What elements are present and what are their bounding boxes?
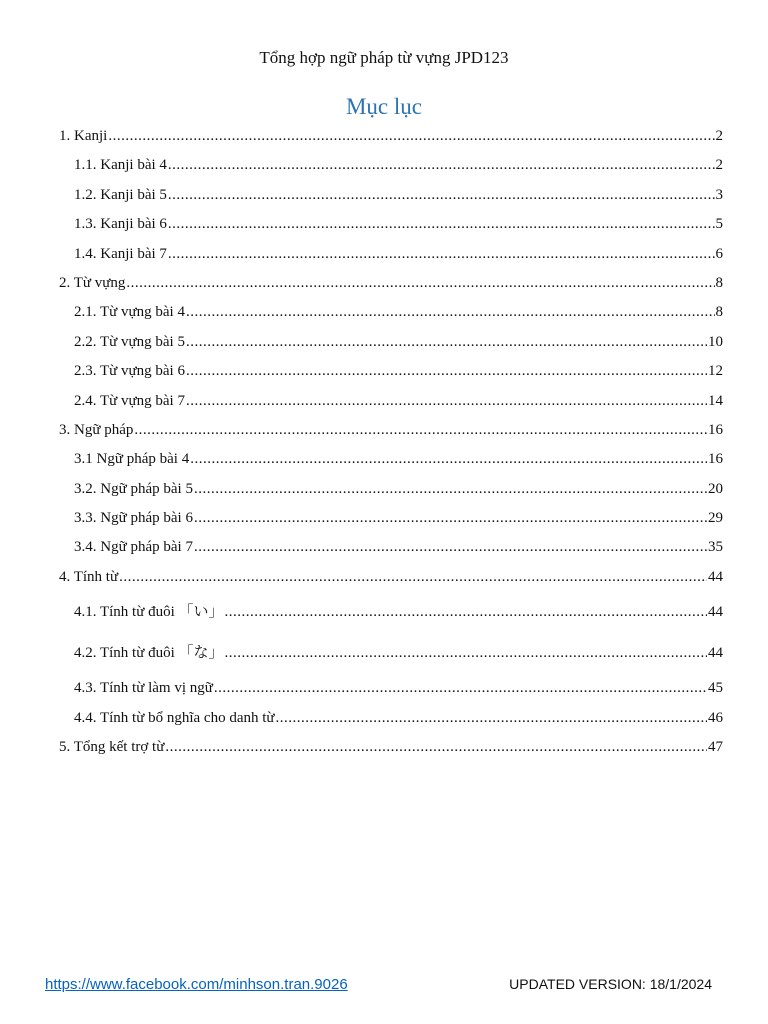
toc-entry[interactable] xyxy=(59,151,723,180)
toc-dot-leader xyxy=(186,328,707,357)
toc-entry-page-number: 44 xyxy=(708,645,723,662)
toc-entry[interactable] xyxy=(59,533,723,562)
table-of-contents xyxy=(59,122,723,762)
toc-dot-leader xyxy=(119,563,707,592)
toc-entry-page-number: 8 xyxy=(715,304,723,321)
toc-dot-leader xyxy=(194,475,707,504)
toc-entry-page-number: 2 xyxy=(715,157,723,174)
toc-entry-label: 3.3. Ngữ pháp bài 6 xyxy=(74,510,193,527)
toc-entry-page-number: 12 xyxy=(708,363,723,380)
toc-dot-leader xyxy=(168,151,715,180)
toc-dot-leader xyxy=(108,122,714,151)
toc-entry[interactable] xyxy=(59,704,723,733)
toc-dot-leader xyxy=(225,633,707,674)
toc-entry[interactable] xyxy=(59,387,723,416)
toc-entry-label: 1.2. Kanji bài 5 xyxy=(74,186,167,203)
toc-dot-leader xyxy=(168,240,715,269)
toc-entry-label: 3.4. Ngữ pháp bài 7 xyxy=(74,539,193,556)
toc-dot-leader xyxy=(186,387,707,416)
toc-entry[interactable] xyxy=(59,633,723,674)
toc-entry[interactable] xyxy=(59,475,723,504)
toc-entry[interactable] xyxy=(59,298,723,327)
toc-entry-label: 2.4. Từ vựng bài 7 xyxy=(74,392,185,409)
toc-entry-label: 4.4. Tính từ bổ nghĩa cho danh từ xyxy=(74,709,275,726)
toc-entry-label: 4.3. Tính từ làm vị ngữ xyxy=(74,680,213,697)
facebook-link[interactable]: https://www.facebook.com/minhson.tran.9026 xyxy=(45,976,348,993)
toc-entry-label: 3. Ngữ pháp xyxy=(59,421,134,438)
toc-entry-page-number: 10 xyxy=(708,333,723,350)
toc-dot-leader xyxy=(225,592,707,633)
toc-entry-page-number: 44 xyxy=(708,568,723,585)
toc-entry-label: 4.1. Tính từ đuôi 「い」 xyxy=(74,604,224,621)
toc-heading: Mục lục xyxy=(345,94,422,119)
toc-dot-leader xyxy=(165,733,707,762)
toc-entry-label: 2.1. Từ vựng bài 4 xyxy=(74,304,185,321)
toc-dot-leader xyxy=(168,181,715,210)
toc-entry-label: 3.2. Ngữ pháp bài 5 xyxy=(74,480,193,497)
toc-entry-label: 1. Kanji xyxy=(59,128,108,144)
toc-entry-label: 1.3. Kanji bài 6 xyxy=(74,216,167,233)
toc-dot-leader xyxy=(276,704,707,733)
toc-entry-page-number: 16 xyxy=(708,421,723,438)
toc-dot-leader xyxy=(194,504,707,533)
toc-entry-page-number: 29 xyxy=(708,510,723,527)
toc-entry[interactable] xyxy=(59,592,723,633)
toc-entry[interactable] xyxy=(59,674,723,703)
toc-entry[interactable] xyxy=(59,328,723,357)
toc-entry[interactable] xyxy=(59,122,723,151)
toc-dot-leader xyxy=(186,298,715,327)
toc-entry[interactable] xyxy=(59,210,723,239)
document-title: Tổng hợp ngữ pháp từ vựng JPD123 xyxy=(259,48,509,67)
toc-dot-leader xyxy=(194,533,707,562)
toc-entry-page-number: 47 xyxy=(708,739,723,756)
toc-dot-leader xyxy=(168,210,715,239)
toc-entry[interactable] xyxy=(59,504,723,533)
toc-entry-label: 5. Tổng kết trợ từ xyxy=(59,739,165,756)
toc-entry-page-number: 8 xyxy=(715,274,723,291)
toc-entry[interactable] xyxy=(59,563,723,592)
toc-entry-label: 1.1. Kanji bài 4 xyxy=(74,157,167,174)
toc-entry[interactable] xyxy=(59,357,723,386)
toc-entry-page-number: 46 xyxy=(708,709,723,726)
toc-entry-page-number: 16 xyxy=(708,451,723,468)
toc-entry-label: 4. Tính từ xyxy=(59,568,119,585)
toc-entry-page-number: 5 xyxy=(715,216,723,233)
toc-entry-label: 4.2. Tính từ đuôi 「な」 xyxy=(74,645,224,662)
toc-entry-label: 2.2. Từ vựng bài 5 xyxy=(74,333,185,350)
toc-entry-page-number: 45 xyxy=(708,680,723,697)
toc-entry[interactable] xyxy=(59,733,723,762)
toc-entry[interactable] xyxy=(59,269,723,298)
toc-dot-leader xyxy=(126,269,714,298)
toc-entry-page-number: 2 xyxy=(715,128,723,144)
toc-entry-label: 2.3. Từ vựng bài 6 xyxy=(74,363,185,380)
toc-entry-page-number: 35 xyxy=(708,539,723,556)
toc-entry-label: 2. Từ vựng xyxy=(59,274,126,291)
toc-entry-page-number: 14 xyxy=(708,392,723,409)
toc-dot-leader xyxy=(134,416,707,445)
updated-version-label: UPDATED VERSION: 18/1/2024 xyxy=(509,976,712,992)
toc-entry[interactable] xyxy=(59,240,723,269)
toc-entry-page-number: 3 xyxy=(715,186,723,203)
toc-entry-page-number: 20 xyxy=(708,480,723,497)
toc-entry-label: 1.4. Kanji bài 7 xyxy=(74,245,167,262)
toc-entry[interactable] xyxy=(59,416,723,445)
toc-entry-page-number: 6 xyxy=(715,245,723,262)
toc-entry[interactable] xyxy=(59,445,723,474)
toc-dot-leader xyxy=(186,357,707,386)
toc-entry-page-number: 44 xyxy=(708,604,723,621)
toc-dot-leader xyxy=(214,674,707,703)
toc-entry-label: 3.1 Ngữ pháp bài 4 xyxy=(74,451,190,468)
toc-dot-leader xyxy=(190,445,707,474)
toc-entry[interactable] xyxy=(59,181,723,210)
